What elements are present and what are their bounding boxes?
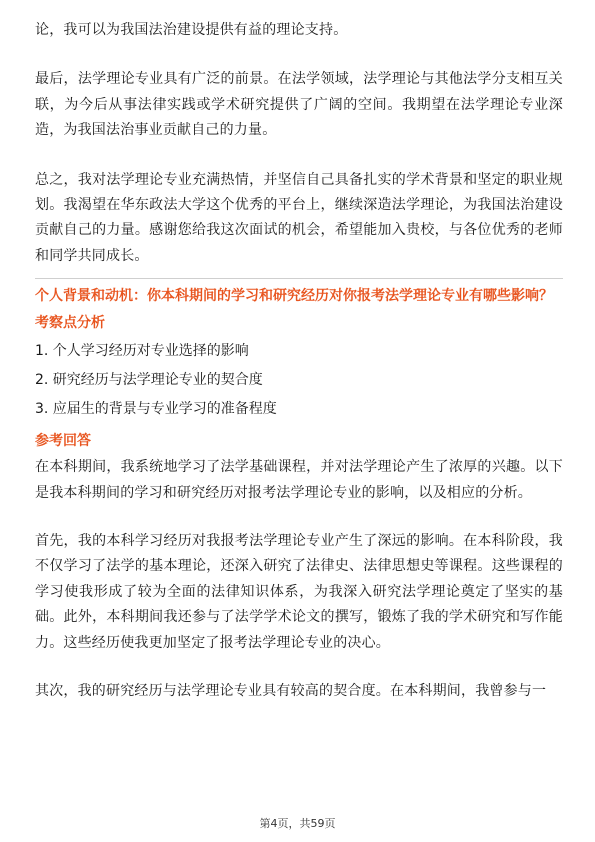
analysis-point: 3. 应届生的背景与专业学习的准备程度 bbox=[35, 401, 277, 418]
finally-paragraph: 最后，法学理论专业具有广泛的前景。在法学领域，法学理论与其他法学分支相互关联，为今后从事法律实践或学术研究提供了广阔的空间。我期望在法学理论专业深造，为我国法治事业贡献自己的力量。 bbox=[35, 71, 563, 139]
summary-paragraph: 总之，我对法学理论专业充满热情，并坚信自己具备扎实的学术背景和坚定的职业规划。我渴望在华东政法大学这个优秀的平台上，继续深造法学理论，为我国法治建设贡献自己的力量。感谢您给我这次面试的机会，希望能加入贵校，与各位优秀的老师和同学共同成长。 bbox=[35, 171, 563, 264]
answer-heading: 参考回答 bbox=[35, 433, 91, 450]
answer-paragraph-2: 首先，我的本科学习经历对我报考法学理论专业产生了深远的影响。在本科阶段，我不仅学习了法学的基本理论，还深入研究了法律史、法律思想史等课程。这些课程的学习使我形成了较为全面的法律知识体系，为我深入研究法学理论奠定了坚实的基础。此外，本科期间我还参与了法学学术论文的撰写，锻炼了我的学术研究和写作能力。这些经历使我更加坚定了报考法学理论专业的决心。 bbox=[35, 533, 563, 651]
analysis-point: 2. 研究经历与法学理论专业的契合度 bbox=[35, 372, 263, 389]
answer-paragraph-1: 在本科期间，我系统地学习了法学基础课程，并对法学理论产生了浓厚的兴趣。以下是我本科期间的学习和研究经历对报考法学理论专业的影响，以及相应的分析。 bbox=[35, 459, 563, 501]
answer-paragraph-3: 其次，我的研究经历与法学理论专业具有较高的契合度。在本科期间，我曾参与一 bbox=[35, 683, 547, 700]
question-heading: 个人背景和动机：你本科期间的学习和研究经历对你报考法学理论专业有哪些影响？ bbox=[35, 288, 553, 305]
page-footer: 第4页，共59页 bbox=[259, 817, 336, 830]
analysis-heading: 考察点分析 bbox=[35, 315, 105, 332]
analysis-point: 1. 个人学习经历对专业选择的影响 bbox=[35, 343, 249, 360]
section-divider bbox=[35, 278, 563, 279]
page-content bbox=[35, 18, 563, 705]
intro-tail-paragraph: 论，我可以为我国法治建设提供有益的理论支持。 bbox=[35, 22, 348, 38]
